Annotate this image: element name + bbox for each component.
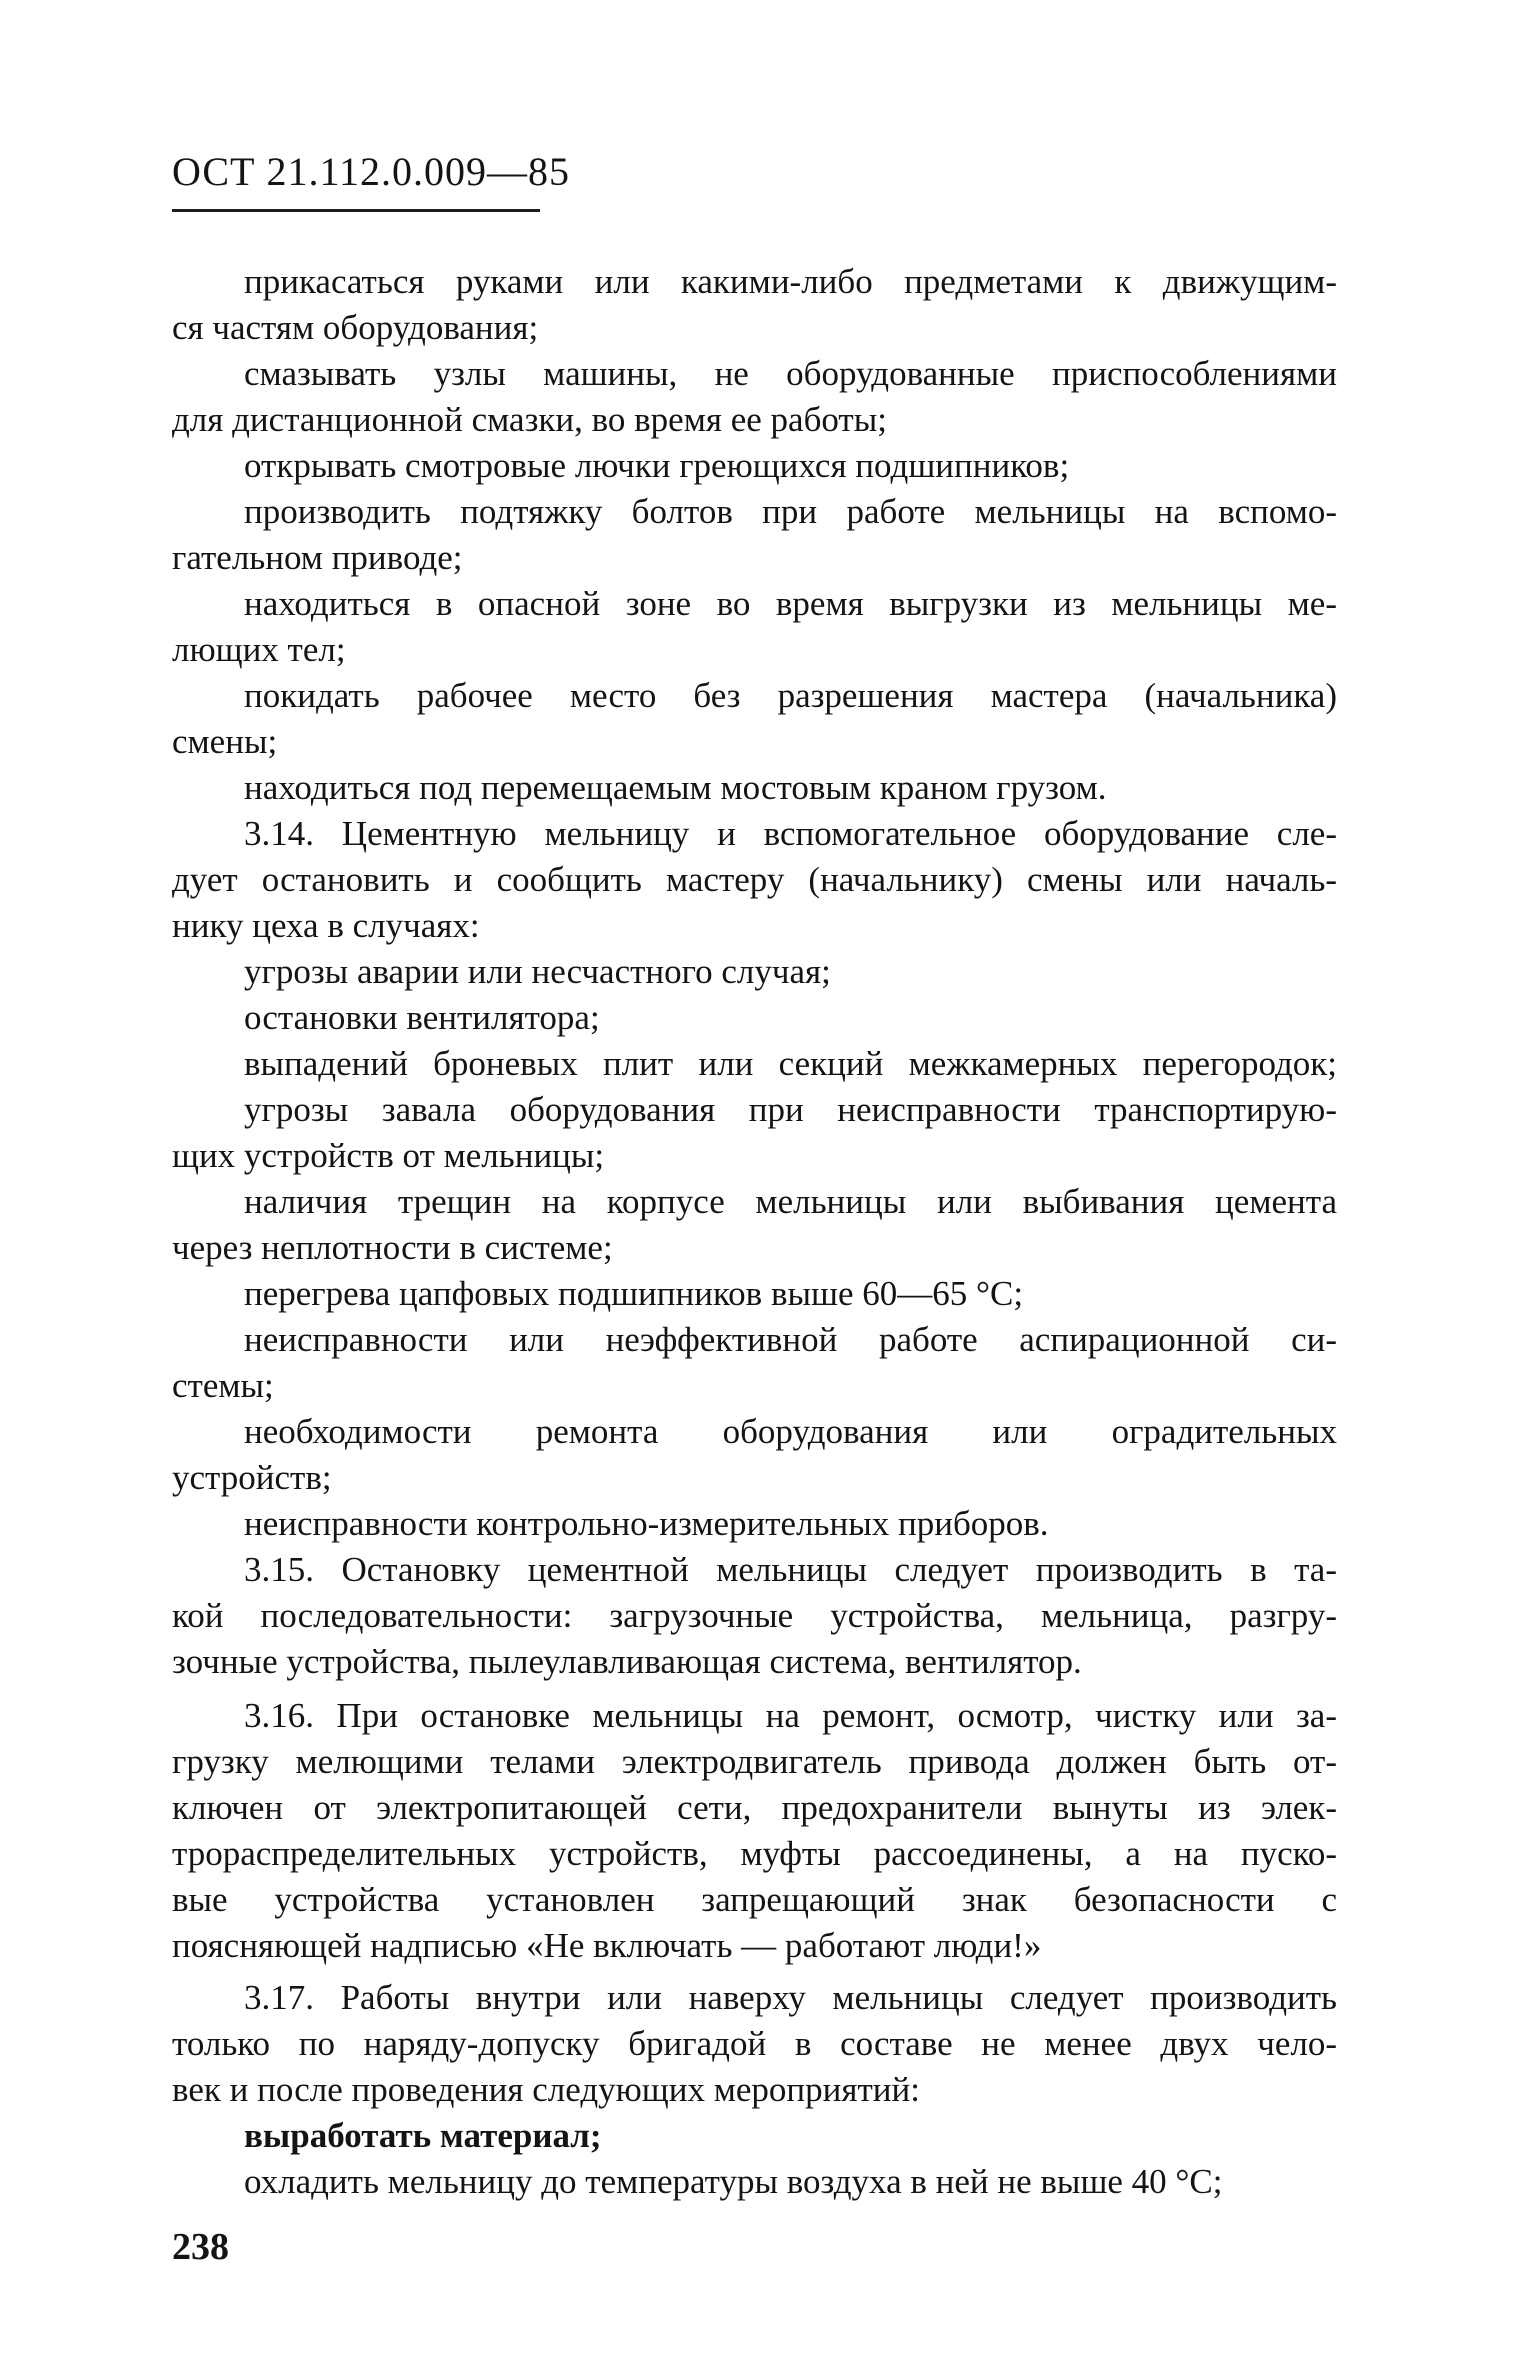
text-line: неисправности или неэффективной работе аспирационной си- xyxy=(244,1320,1337,1359)
paragraph-3-16-start: 3.16. При остановке мельницы на ремонт, осмотр, чистку или за- xyxy=(244,1696,1337,1735)
text-line: нику цеха в случаях: xyxy=(172,906,480,945)
text-line: неисправности контрольно-измерительных приборов. xyxy=(244,1504,1049,1543)
text-line: щих устройств от мельницы; xyxy=(172,1136,605,1175)
paragraph-3-17-start: 3.17. Работы внутри или наверху мельницы следует производить xyxy=(244,1978,1337,2017)
text-line: необходимости ремонта оборудования или оградительных xyxy=(244,1412,1337,1451)
text-line: перегрева цапфовых подшипников выше 60—65 °С; xyxy=(244,1274,1024,1313)
text-line: смены; xyxy=(172,722,278,761)
text-line: смазывать узлы машины, не оборудованные приспособлениями xyxy=(244,354,1337,393)
text-line: через неплотности в системе; xyxy=(172,1228,613,1267)
text-line: находиться в опасной зоне во время выгрузки из мельницы ме- xyxy=(244,584,1337,623)
text-line: покидать рабочее место без разрешения мастера (начальника) xyxy=(244,676,1337,715)
text-line: наличия трещин на корпусе мельницы или выбивания цемента xyxy=(244,1182,1337,1221)
paragraph-3-14-start: 3.14. Цементную мельницу и вспомогательное оборудование сле- xyxy=(244,814,1337,853)
text-line: поясняющей надписью «Не включать — работают люди!» xyxy=(172,1926,1042,1965)
text-line: кой последовательности: загрузочные устройства, мельница, разгру- xyxy=(172,1596,1337,1635)
text-line: лющих тел; xyxy=(172,630,346,669)
paragraph-3-15-start: 3.15. Остановку цементной мельницы следует производить в та- xyxy=(244,1550,1337,1589)
text-line: дует остановить и сообщить мастеру (начальнику) смены или началь- xyxy=(172,860,1337,899)
text-line: вые устройства установлен запрещающий знак безопасности с xyxy=(172,1880,1337,1919)
text-line: открывать смотровые лючки греющихся подшипников; xyxy=(244,446,1070,485)
text-line: стемы; xyxy=(172,1366,274,1405)
text-line: производить подтяжку болтов при работе мельницы на вспомо- xyxy=(244,492,1337,531)
text-line: угрозы аварии или несчастного случая; xyxy=(244,952,831,991)
text-line: остановки вентилятора; xyxy=(244,998,600,1037)
header-underline xyxy=(172,209,540,212)
text-line: устройств; xyxy=(172,1458,332,1497)
text-line: находиться под перемещаемым мостовым краном грузом. xyxy=(244,768,1107,807)
text-line: для дистанционной смазки, во время ее работы; xyxy=(172,400,887,439)
text-line: ся частям оборудования; xyxy=(172,308,539,347)
text-line: угрозы завала оборудования при неисправности транспортирую- xyxy=(244,1090,1337,1129)
text-line: трораспределительных устройств, муфты рассоединены, а на пуско- xyxy=(172,1834,1337,1873)
text-line: выпадений броневых плит или секций межкамерных перегородок; xyxy=(244,1044,1337,1083)
text-line: грузку мелющими телами электродвигатель привода должен быть от- xyxy=(172,1742,1337,1781)
text-line: только по наряду-допуску бригадой в составе не менее двух чело- xyxy=(172,2024,1337,2063)
page-number: 238 xyxy=(172,2226,229,2268)
text-line: ключен от электропитающей сети, предохранители вынуты из элек- xyxy=(172,1788,1337,1827)
text-line: гательном приводе; xyxy=(172,538,463,577)
text-line: зочные устройства, пылеулавливающая система, вентилятор. xyxy=(172,1642,1082,1681)
text-line: век и после проведения следующих мероприятий: xyxy=(172,2070,920,2109)
text-line: выработать материал; xyxy=(244,2116,602,2155)
text-line: прикасаться руками или какими-либо предметами к движущим- xyxy=(244,262,1337,301)
document-code-header: ОСТ 21.112.0.009—85 xyxy=(172,149,571,194)
text-line: охладить мельницу до температуры воздуха в ней не выше 40 °С; xyxy=(244,2162,1223,2201)
